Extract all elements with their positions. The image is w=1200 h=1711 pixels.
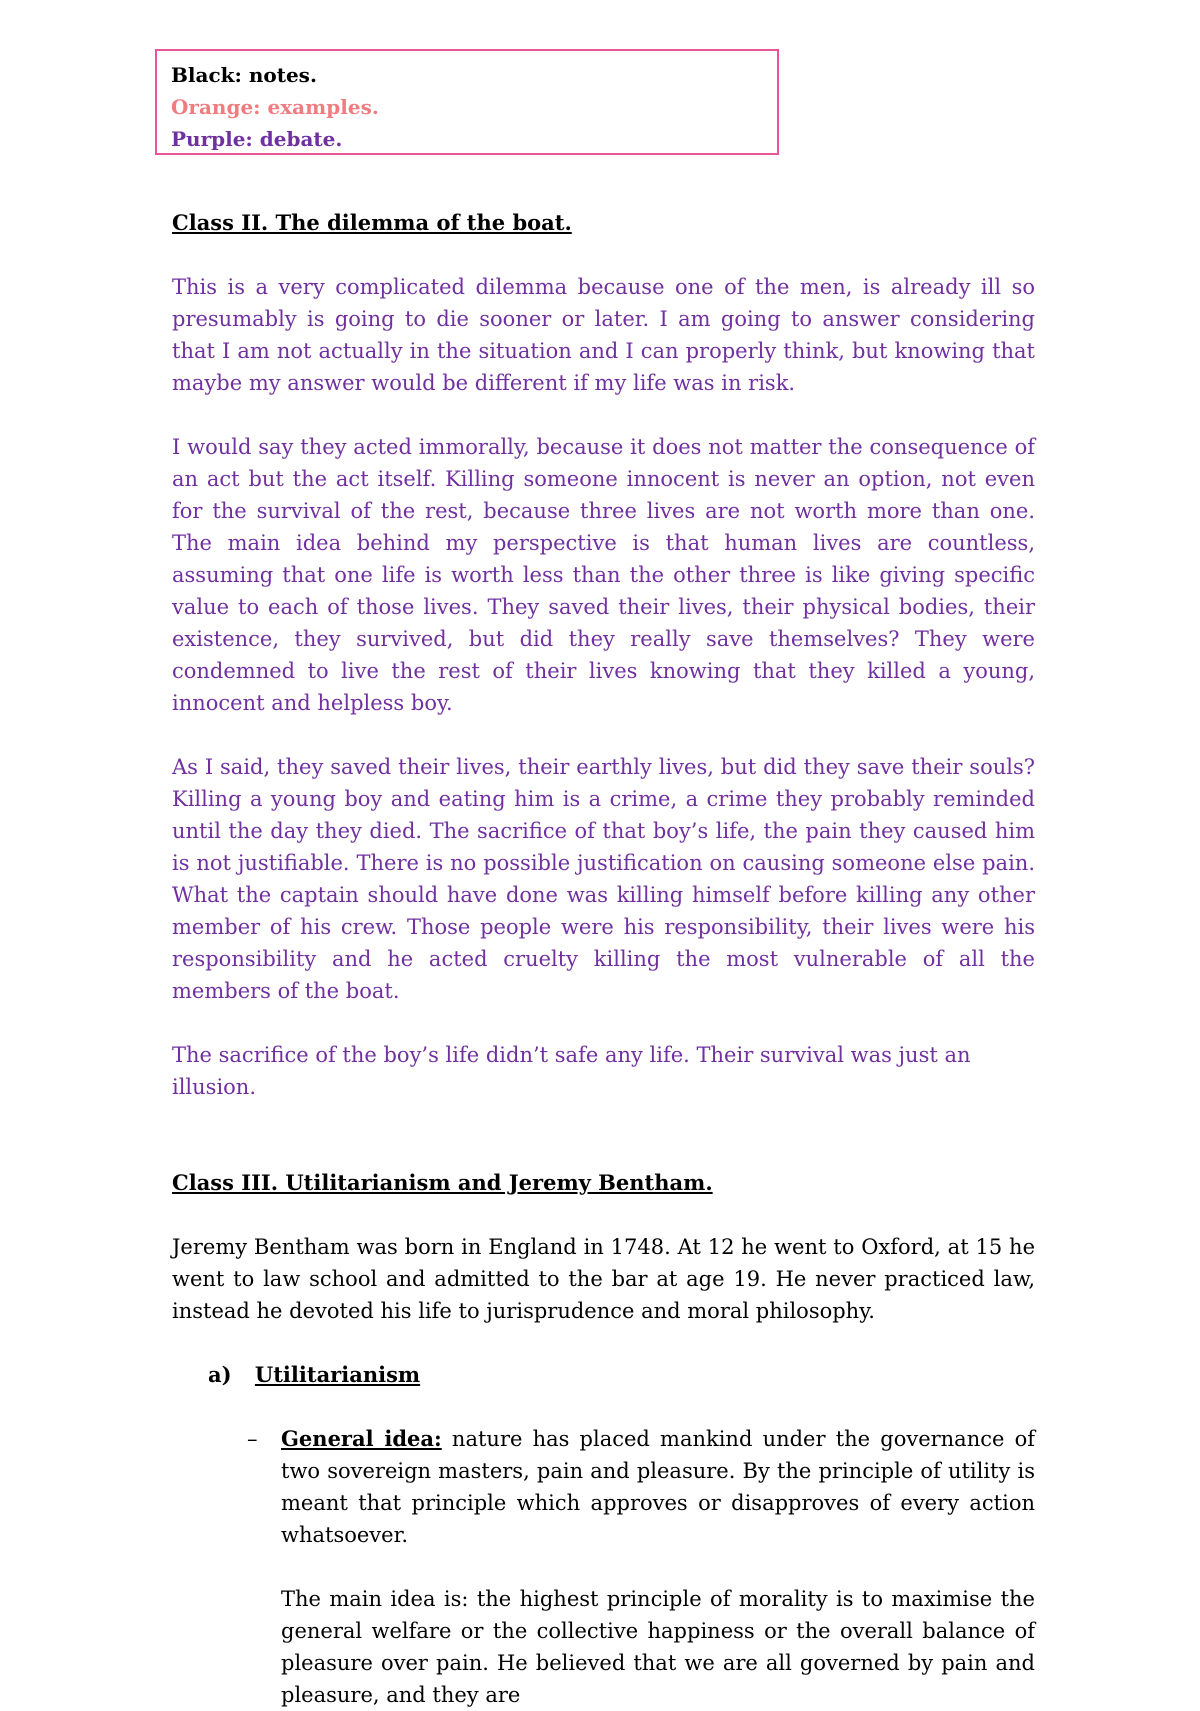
class3-intro: Jeremy Bentham was born in England in 1748. At 12 he went to Oxford, at 15 he went to law school and admitted to the bar at age 19. He never practiced law, instead he devoted his life to jurisprudence and moral philosophy.: [172, 1235, 1035, 1323]
legend-debate: Purple: debate.: [171, 127, 343, 151]
subsection-utilitarianism: [172, 1359, 1035, 1391]
subsection-marker: a): [208, 1362, 232, 1387]
document-body: [172, 207, 1035, 1711]
main-idea-paragraph: The main idea is: the highest principle of morality is to maximise the general welfare or the collective happiness or the overall balance of pleasure over pain. He believed that we are all governed by pain and pleasure, and they are: [281, 1587, 1035, 1707]
general-idea-label: General idea:: [281, 1426, 442, 1451]
class2-paragraph-3: As I said, they saved their lives, their earthly lives, but did they save their souls? Killing a young boy and eating him is a crime, a crime they probably reminded until the day they died. The sacrifice of that boy’s life, the pain they caused him is not justifiable. There is no possible justification on causing someone else pain. What the captain should have done was killing himself before killing any other member of his crew. Those people were his responsibility, their lives were his responsibility and he acted cruelty killing the most vulnerable of all the members of the boat.: [172, 755, 1035, 1003]
class2-paragraph-4: The sacrifice of the boy’s life didn’t safe any life. Their survival was just an illusion.: [172, 1043, 971, 1099]
class2-paragraph-1: This is a very complicated dilemma because one of the men, is already ill so presumably is going to die sooner or later. I am going to answer considering that I am not actually in the situation and I can properly think, but knowing that maybe my answer would be different if my life was in risk.: [172, 275, 1035, 395]
bullet-general-idea: [172, 1423, 1035, 1551]
class3-heading: Class III. Utilitarianism and Jeremy Bentham.: [172, 1170, 713, 1195]
color-legend-box: [155, 49, 779, 155]
legend-examples: Orange: examples.: [171, 95, 379, 119]
legend-notes: Black: notes.: [171, 63, 317, 87]
bullet-dash: –: [247, 1427, 258, 1451]
subsection-title: Utilitarianism: [254, 1362, 421, 1387]
class2-heading: Class II. The dilemma of the boat.: [172, 210, 572, 235]
class2-paragraph-2: I would say they acted immorally, because it does not matter the consequence of an act but the act itself. Killing someone innocent is never an option, not even for the survival of the rest, because three lives are not worth more than one. The main idea behind my perspective is that human lives are countless, assuming that one life is worth less than the other three is like giving specific value to each of those lives. They saved their lives, their physical bodies, their existence, they survived, but did they really save themselves? They were condemned to live the rest of their lives knowing that they killed a young, innocent and helpless boy.: [172, 435, 1035, 715]
general-idea-text: nature has placed mankind under the governance of two sovereign masters, pain and pleasure. By the principle of utility is meant that principle which approves or disapproves of every action whatsoever.: [281, 1427, 1036, 1547]
